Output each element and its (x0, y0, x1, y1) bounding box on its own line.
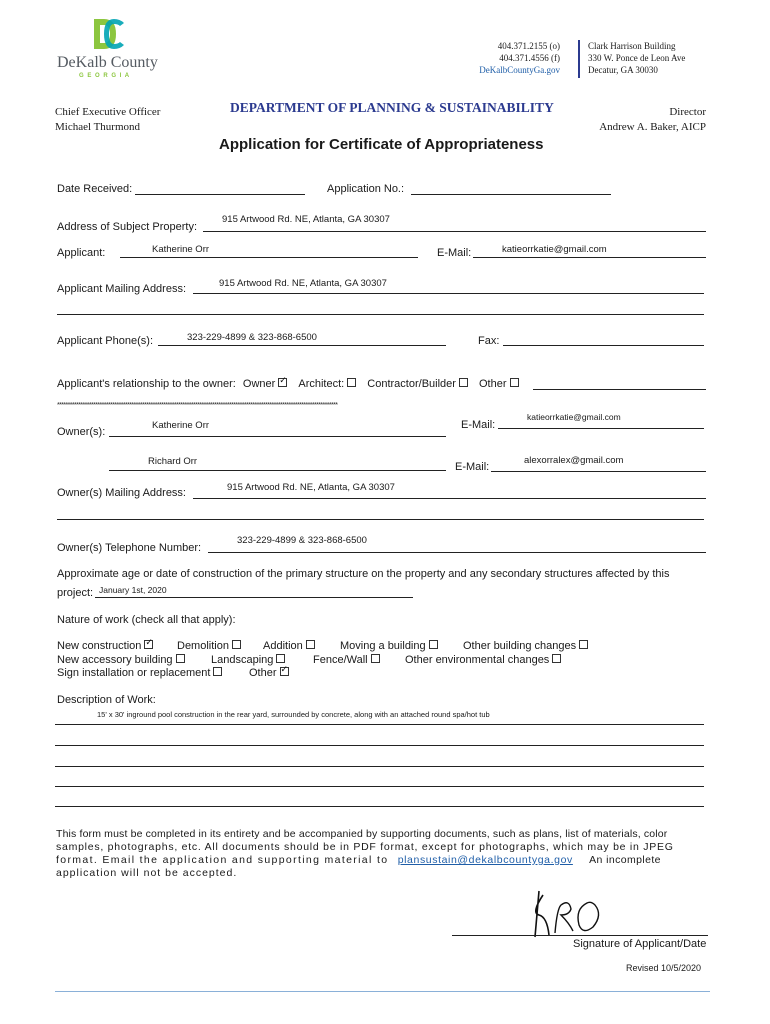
work-new-accessory (57, 654, 185, 666)
owner1-email-label: E-Mail: (461, 419, 496, 431)
work-new-construction-label: New construction (57, 640, 142, 652)
rel-architect-label: Architect: (298, 378, 345, 390)
owner-phone-label: Owner(s) Telephone Number: (57, 542, 202, 554)
work-moving-checkbox[interactable] (429, 640, 438, 649)
applicant-email-label: E-Mail: (437, 247, 472, 259)
work-sign (57, 667, 222, 679)
signature-field[interactable] (452, 935, 708, 936)
rel-owner-label: Owner (242, 378, 276, 390)
work-sign-label: Sign installation or replacement (57, 667, 211, 679)
contact-divider (578, 40, 580, 78)
work-other-building (463, 640, 588, 652)
work-addition-label: Addition (263, 640, 303, 652)
dc-logo-icon (92, 17, 126, 51)
owner2-email-value: alexorralex@gmail.com (524, 455, 624, 466)
revised-date: Revised 10/5/2020 (626, 963, 702, 973)
description-label: Description of Work: (57, 694, 156, 706)
work-new-construction (57, 640, 153, 652)
work-fence-checkbox[interactable] (371, 654, 380, 663)
owner-mailing-field[interactable] (193, 498, 706, 499)
rel-other-checkbox[interactable] (510, 378, 519, 387)
work-other-building-label: Other building changes (463, 640, 577, 652)
mailing-field[interactable] (193, 293, 704, 294)
work-moving-label: Moving a building (340, 640, 426, 652)
rel-other-field[interactable] (533, 389, 706, 390)
applicant-value: Katherine Orr (152, 244, 210, 255)
project-field[interactable] (95, 597, 413, 598)
logo-subtext: G E O R G I A (79, 73, 131, 79)
work-other (249, 667, 289, 679)
application-no-field[interactable] (411, 194, 611, 195)
project-label: project: (57, 587, 94, 599)
work-addition (263, 640, 315, 652)
work-new-accessory-checkbox[interactable] (176, 654, 185, 663)
owner1-value: Katherine Orr (152, 420, 210, 431)
work-landscaping-checkbox[interactable] (276, 654, 285, 663)
description-line-1[interactable] (55, 724, 704, 725)
rel-owner-checkbox[interactable] (278, 378, 287, 387)
work-other-label: Other (249, 667, 277, 679)
work-other-building-checkbox[interactable] (579, 640, 588, 649)
address-value: 915 Artwood Rd. NE, Atlanta, GA 30307 (222, 214, 390, 225)
application-no-label: Application No.: (327, 183, 405, 195)
notice-line-3a: format. Email the application and supporting material to (56, 854, 389, 866)
owner1-email-value: katieorrkatie@gmail.com (527, 412, 621, 422)
website-link[interactable]: DeKalbCountyGa.gov (479, 65, 560, 75)
work-other-env-checkbox[interactable] (552, 654, 561, 663)
rel-contractor-label: Contractor/Builder (367, 378, 456, 390)
description-line-5[interactable] (55, 806, 704, 807)
rel-architect-checkbox[interactable] (347, 378, 356, 387)
applicant-email-field[interactable] (473, 257, 706, 258)
address-line-2: 330 W. Ponce de Leon Ave (588, 53, 686, 63)
mailing-value: 915 Artwood Rd. NE, Atlanta, GA 30307 (219, 278, 387, 289)
description-line-2[interactable] (55, 745, 704, 746)
date-received-field[interactable] (135, 194, 305, 195)
department-name: DEPARTMENT OF PLANNING & SUSTAINABILITY (230, 100, 554, 115)
work-addition-checkbox[interactable] (306, 640, 315, 649)
address-line-1: Clark Harrison Building (588, 41, 676, 51)
notice-email-link[interactable]: plansustain@dekalbcountyga.gov (397, 854, 573, 866)
project-value: January 1st, 2020 (99, 585, 167, 595)
fax-label: Fax: (478, 335, 500, 347)
address-line-3: Decatur, GA 30030 (588, 65, 658, 75)
owners-label: Owner(s): (57, 426, 106, 438)
owner1-field[interactable] (109, 436, 446, 437)
notice-line-3b: An incomplete (589, 854, 661, 866)
mailing-label: Applicant Mailing Address: (57, 283, 187, 295)
owner-phone-field[interactable] (208, 552, 706, 553)
description-value: 15' x 30' inground pool construction in the rear yard, surrounded by concrete, along with an attached round spa/hot tub (97, 710, 490, 719)
rel-contractor-checkbox[interactable] (459, 378, 468, 387)
relationship-row (57, 378, 519, 390)
address-field[interactable] (203, 231, 706, 232)
work-demolition (177, 640, 241, 652)
ceo-name: Michael Thurmond (55, 121, 141, 133)
work-fence (313, 654, 380, 666)
signature-label: Signature of Applicant/Date (573, 938, 707, 950)
logo-text: DeKalb County (57, 54, 158, 71)
address-label: Address of Subject Property: (57, 221, 198, 233)
applicant-email-value: katieorrkatie@gmail.com (502, 244, 607, 255)
owner2-field[interactable] (109, 470, 446, 471)
work-new-accessory-label: New accessory building (57, 654, 173, 666)
owner-mailing-label: Owner(s) Mailing Address: (57, 487, 186, 499)
work-new-construction-checkbox[interactable] (144, 640, 153, 649)
mailing-field-line-2[interactable] (57, 314, 704, 315)
director-title: Director (669, 106, 706, 118)
work-other-checkbox[interactable] (280, 667, 289, 676)
phone-office: 404.371.2155 (o) (497, 41, 560, 51)
separator-stars: ************************************************************************************************************************************ (57, 402, 338, 409)
owner2-value: Richard Orr (148, 456, 198, 467)
owner-mailing-field-line-2[interactable] (57, 519, 704, 520)
work-fence-label: Fence/Wall (313, 654, 368, 666)
notice-line-1: This form must be completed in its entirety and be accompanied by supporting documents, such as plans, list of materials, color (56, 828, 668, 840)
footer-rule (55, 991, 710, 992)
phone-label: Applicant Phone(s): (57, 335, 153, 347)
nature-label: Nature of work (check all that apply): (57, 614, 236, 626)
ceo-title: Chief Executive Officer (55, 106, 161, 118)
owner2-email-field[interactable] (491, 471, 706, 472)
notice-line-3 (56, 854, 661, 866)
owner1-email-field[interactable] (498, 428, 704, 429)
description-line-3[interactable] (55, 766, 704, 767)
notice-line-4: application will not be accepted. (56, 867, 238, 879)
relationship-label: Applicant's relationship to the owner: (57, 378, 236, 390)
work-other-env-label: Other environmental changes (405, 654, 550, 666)
phone-value: 323-229-4899 & 323-868-6500 (187, 332, 317, 343)
work-demolition-checkbox[interactable] (232, 640, 241, 649)
applicant-label: Applicant: (57, 247, 106, 259)
notice-line-2: samples, photographs, etc. All documents should be in PDF format, except for photographs, which may be in JPEG (56, 841, 674, 853)
description-line-4[interactable] (55, 786, 704, 787)
phone-fax: 404.371.4556 (f) (499, 53, 560, 63)
form-title: Application for Certificate of Appropriateness (219, 136, 544, 153)
director-name: Andrew A. Baker, AICP (599, 121, 706, 133)
work-other-env (405, 654, 561, 666)
date-received-label: Date Received: (57, 183, 133, 195)
work-landscaping (211, 654, 285, 666)
signature-image (525, 885, 615, 945)
owner2-email-label: E-Mail: (455, 461, 490, 473)
applicant-field[interactable] (120, 257, 418, 258)
age-label: Approximate age or date of construction of the primary structure on the property and any secondary structures affected by this (57, 568, 670, 580)
work-sign-checkbox[interactable] (213, 667, 222, 676)
owner-mailing-value: 915 Artwood Rd. NE, Atlanta, GA 30307 (227, 482, 395, 493)
rel-other-label: Other (479, 378, 507, 390)
work-demolition-label: Demolition (177, 640, 229, 652)
work-moving (340, 640, 438, 652)
fax-field[interactable] (503, 345, 704, 346)
owner-phone-value: 323-229-4899 & 323-868-6500 (237, 535, 367, 546)
work-landscaping-label: Landscaping (211, 654, 274, 666)
phone-field[interactable] (158, 345, 446, 346)
